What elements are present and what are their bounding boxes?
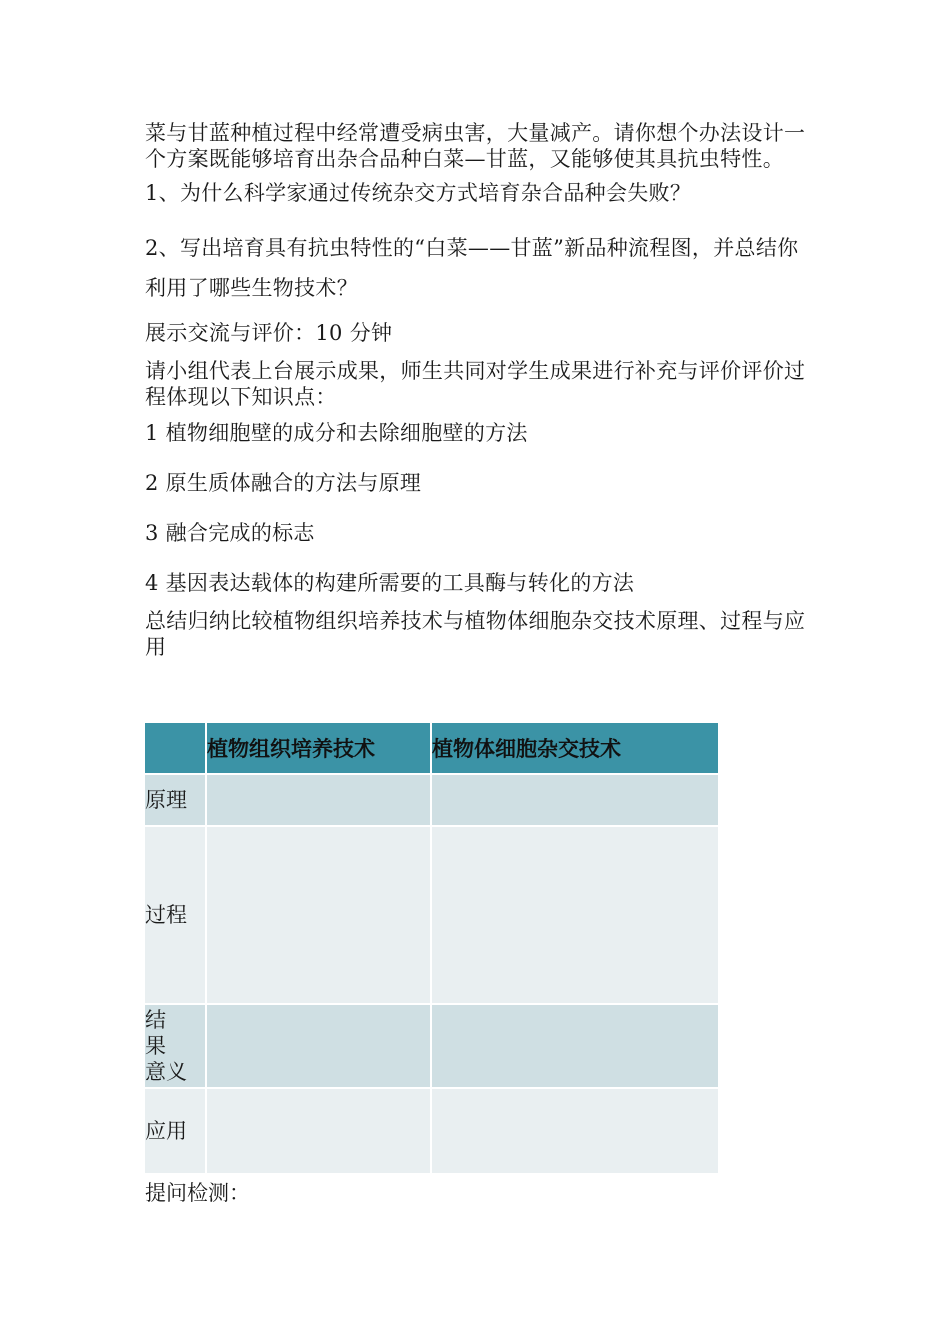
table-header-row [144, 722, 719, 774]
row-label-principle: 原理 [144, 774, 206, 826]
row-label-application: 应用 [144, 1088, 206, 1174]
comparison-table [143, 721, 720, 1175]
document-body [145, 120, 815, 660]
table-header-somatic-hybridization: 植物体细胞杂交技术 [431, 722, 719, 774]
table-cell[interactable] [431, 774, 719, 826]
row-label-result-significance: 结 果 意义 [144, 1004, 206, 1088]
knowledge-point-1: 1 植物细胞壁的成分和去除细胞壁的方法 [145, 421, 528, 445]
table-row [144, 774, 719, 826]
table-row [144, 1088, 719, 1174]
table-cell[interactable] [206, 1004, 431, 1088]
table-header-tissue-culture: 植物组织培养技术 [206, 722, 431, 774]
table-cell[interactable] [431, 1004, 719, 1088]
knowledge-point-4: 4 基因表达载体的构建所需要的工具酶与转化的方法 [145, 571, 635, 595]
question-1: 1、为什么科学家通过传统杂交方式培育杂合品种会失败？ [145, 181, 692, 205]
knowledge-point-3: 3 融合完成的标志 [145, 521, 315, 545]
section-heading-quiz: 提问检测： [145, 1181, 250, 1205]
section-heading-presentation: 展示交流与评价：10 分钟 [145, 321, 393, 345]
table-cell[interactable] [431, 826, 719, 1004]
knowledge-point-2: 2 原生质体融合的方法与原理 [145, 471, 422, 495]
table-row [144, 826, 719, 1004]
table-header-corner [144, 722, 206, 774]
paragraph-summary: 总结归纳比较植物组织培养技术与植物体细胞杂交技术原理、过程与应用 [145, 609, 806, 659]
paragraph-intro: 菜与甘蓝种植过程中经常遭受病虫害，大量减产。请你想个办法设计一个方案既能够培育出杂合品种白菜—甘蓝，又能够使其具抗虫特性。 [145, 121, 806, 171]
paragraph-presentation-instructions: 请小组代表上台展示成果，师生共同对学生成果进行补充与评价评价过程体现以下知识点： [145, 359, 806, 409]
table-cell[interactable] [206, 774, 431, 826]
table-row [144, 1004, 719, 1088]
table-cell[interactable] [431, 1088, 719, 1174]
question-2: 2、写出培育具有抗虫特性的“白菜——甘蓝”新品种流程图，并总结你利用了哪些生物技术？ [145, 236, 799, 300]
row-label-process: 过程 [144, 826, 206, 1004]
table-cell[interactable] [206, 1088, 431, 1174]
table-cell[interactable] [206, 826, 431, 1004]
